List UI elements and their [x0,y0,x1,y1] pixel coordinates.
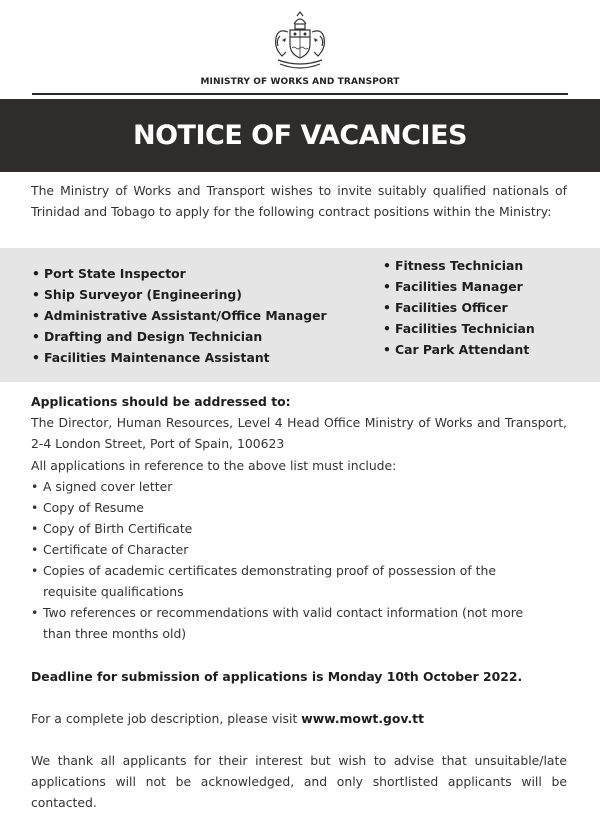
position-item: • Port State Inspector [32,263,327,284]
requirement-item: • Two references or recommendations with valid contact information (not more than three months old) [31,602,541,644]
intro-paragraph: The Ministry of Works and Transport wishes to invite suitably qualified nationals of Trinidad and Tobago to apply for the following contract positions within the Ministry: [31,183,567,219]
page-title: NOTICE OF VACANCIES [0,99,600,172]
position-item: • Facilities Technician [383,318,535,339]
requirement-item: • Copies of academic certificates demonstrating proof of possession of the requisite qualifications [31,560,541,602]
applications-heading: Applications should be addressed to: [31,394,291,409]
ministry-name: MINISTRY OF WORKS AND TRANSPORT [200,77,400,87]
requirement-item: • Copy of Resume [31,497,541,518]
position-item: • Administrative Assistant/Office Manager [32,305,327,326]
deadline-notice: Deadline for submission of applications is Monday 10th October 2022. [31,669,523,684]
position-item: • Facilities Maintenance Assistant [32,347,327,368]
position-item: • Facilities Manager [383,276,535,297]
requirement-item: • A signed cover letter [31,476,541,497]
position-item: • Facilities Officer [383,297,535,318]
requirement-item: • Certificate of Character [31,539,541,560]
applications-address: The Director, Human Resources, Level 4 Head Office Ministry of Works and Transport, 2-4 London Street, Port of Spain, 100623 [31,415,567,451]
requirements-list [31,476,541,644]
job-description-text: For a complete job description, please visit [31,711,302,726]
positions-list-right [383,255,535,360]
position-item: • Drafting and Design Technician [32,326,327,347]
job-description-line [31,708,424,729]
website-link[interactable]: www.mowt.gov.tt [301,711,425,726]
closing-paragraph: We thank all applicants for their interest but wish to advise that unsuitable/late applications will not be acknowledged, and only shortlisted applicants will be contacted. [31,753,567,810]
coat-of-arms-icon [268,10,332,72]
header-divider [32,93,568,95]
position-item: • Car Park Attendant [383,339,535,360]
requirements-intro: All applications in reference to the above list must include: [31,458,397,473]
requirement-item: • Copy of Birth Certificate [31,518,541,539]
position-item: • Ship Surveyor (Engineering) [32,284,327,305]
positions-list-left [32,263,327,368]
position-item: • Fitness Technician [383,255,535,276]
